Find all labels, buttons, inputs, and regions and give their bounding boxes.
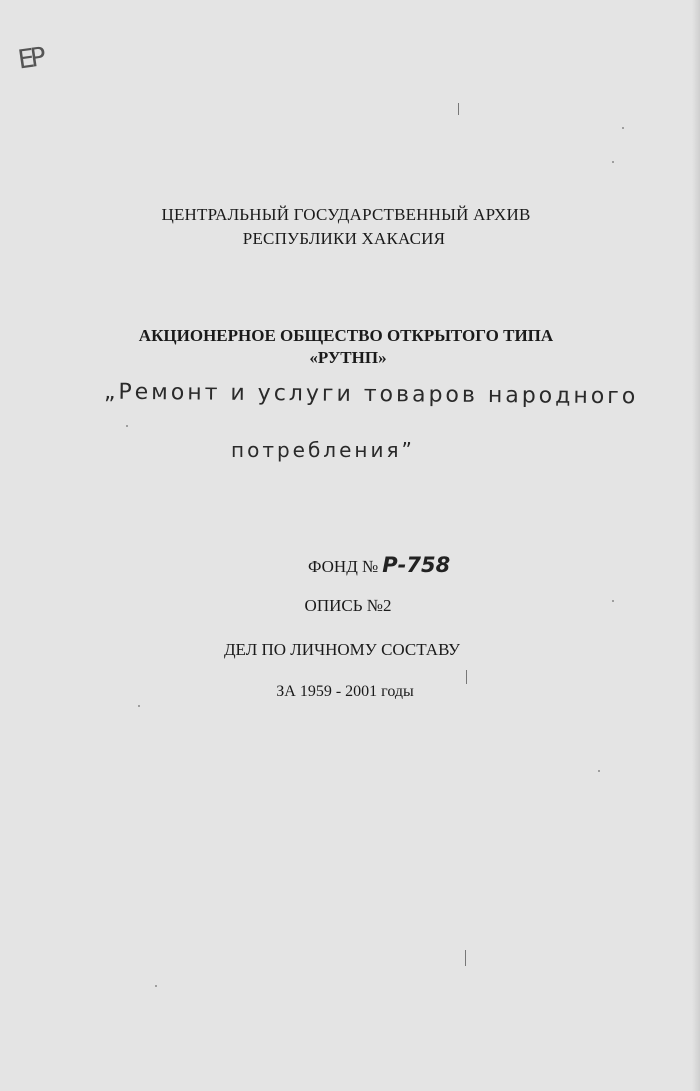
handwritten-company-name-line-2: потребления” — [231, 438, 415, 462]
scan-speck — [155, 985, 157, 987]
scan-speck — [622, 127, 624, 129]
inventory-number: ОПИСЬ №2 — [304, 596, 392, 615]
cases-subtitle: ДЕЛ ПО ЛИЧНОМУ СОСТАВУ — [223, 640, 461, 659]
year-range: ЗА 1959 - 2001 годы — [276, 683, 414, 700]
stray-mark — [466, 670, 467, 684]
company-name-line-1: АКЦИОНЕРНОЕ ОБЩЕСТВО ОТКРЫТОГО ТИПА — [138, 326, 554, 345]
fond-handwritten-number: Р-758 — [382, 553, 451, 577]
scan-speck — [598, 770, 600, 772]
handwritten-company-name-line-1: „Ремонт и услуги товаров народного — [103, 379, 639, 410]
stray-mark — [465, 950, 466, 966]
scan-speck — [138, 705, 140, 707]
page-edge-shadow — [692, 0, 700, 1091]
handwritten-corner-initials: ЕР — [16, 42, 45, 76]
archive-name-line-2: РЕСПУБЛИКИ ХАКАСИЯ — [242, 229, 446, 248]
scan-speck — [612, 161, 614, 163]
fond-label: ФОНД № — [308, 557, 379, 576]
archive-name-line-1: ЦЕНТРАЛЬНЫЙ ГОСУДАРСТВЕННЫЙ АРХИВ — [161, 205, 531, 224]
scan-speck — [126, 425, 128, 427]
stray-mark — [458, 103, 459, 115]
scan-speck — [612, 600, 614, 602]
company-abbreviation: «РУТНП» — [309, 348, 387, 367]
fond-number — [308, 553, 450, 577]
